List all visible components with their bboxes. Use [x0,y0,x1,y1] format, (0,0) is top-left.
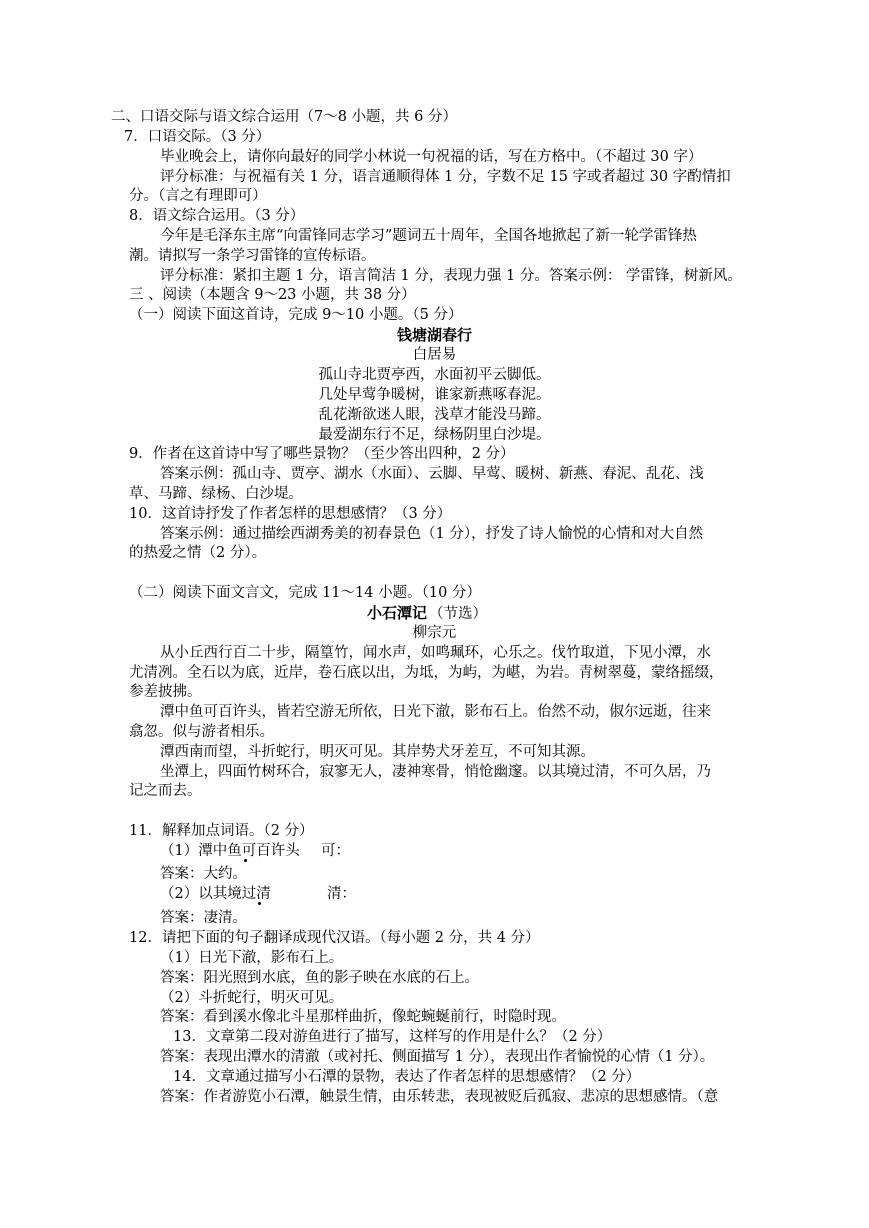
q14-heading: 14．文章通过描写小石潭的景物，表达了作者怎样的思想感情？（2 分） [173,1069,641,1085]
q8-prompt-line1: 今年是毛泽东主席“向雷锋同志学习”题词五十周年，全国各地掀起了新一轮学雷锋热 [160,228,697,244]
q8-scoring: 评分标准：紧扣主题 1 分，语言简洁 1 分，表现力强 1 分。答案示例： 学雷锋，树新风。 [160,268,742,284]
prose-author: 柳宗元 [412,625,457,641]
q11-heading: 11．解释加点词语。（2 分） [129,823,314,839]
q13-answer: 答案：表现出潭水的清澈（或衬托、侧面描写 1 分），表现出作者愉悦的心情（1 分）。 [160,1049,715,1065]
q7-prompt: 毕业晚会上，请你向最好的同学小林说一句祝福的话，写在方格中。（不超过 30 字） [160,149,703,165]
poem-author: 白居易 [412,347,457,363]
q12-answer1: 答案：阳光照到水底，鱼的影子映在水底的石上。 [160,970,479,986]
q13-heading: 13．文章第二段对游鱼进行了描写，这样写的作用是什么？（2 分） [173,1029,612,1045]
section-2-heading: 二、口语交际与语文综合运用（7～8 小题，共 6 分） [111,109,458,125]
q9-answer-line2: 草、马蹄、绿杨、白沙堤。 [129,486,303,502]
q7-scoring-line1: 评分标准：与祝福有关 1 分，语言通顺得体 1 分，字数不足 15 字或者超过 30 字酌情扣 [160,169,731,185]
prose-p2-line2: 翕忽。似与游者相乐。 [129,724,274,740]
q10-heading: 10．这首诗抒发了作者怎样的思想感情？（3 分） [129,506,452,522]
q12-item2: （2）斗折蛇行，明灭可见。 [160,990,344,1006]
q11-item2: （2）以其境过清 [160,886,271,902]
poem-line-3: 乱花渐欲迷人眼，浅草才能没马蹄。 [318,407,551,423]
q8-heading: 8．语文综合运用。（3 分） [129,208,305,224]
emphasis-dot [258,902,261,905]
q12-answer2: 答案：看到溪水像北斗星那样曲折，像蛇蜿蜒前行，时隐时现。 [160,1009,566,1025]
prose-p1-line3: 参差披拂。 [129,684,202,700]
poem-line-2: 几处早莺争暖树，谁家新燕啄春泥。 [318,387,551,403]
q12-heading: 12．请把下面的句子翻译成现代汉语。（每小题 2 分，共 4 分） [129,930,540,946]
q11-item2-label: 清： [327,886,356,902]
q14-answer: 答案：作者游览小石潭，触景生情，由乐转悲，表现被贬后孤寂、悲凉的思想感情。（意 [160,1089,719,1105]
q11-item1: （1）潭中鱼可百许头 [160,843,300,859]
prose-p4-line1: 坐潭上，四面竹树环合，寂寥无人，凄神寒骨，悄怆幽邃。以其境过清，不可久居，乃 [160,764,711,780]
q7-heading: 7．口语交际。（3 分） [124,129,271,145]
q7-scoring-line2: 分。（言之有理即可） [129,188,267,204]
prose-p4-line2: 记之而去。 [129,783,202,799]
poem-title: 钱塘湖春行 [396,326,472,344]
q11-answer1: 答案：大约。 [160,866,247,882]
prose-p3: 潭西南而望，斗折蛇行，明灭可见。其岸势犬牙差互，不可知其源。 [160,744,595,760]
q11-item1-label: 可： [321,843,350,859]
poem-line-4: 最爱湖东行不足，绿杨阴里白沙堤。 [318,427,551,443]
q11-answer2: 答案：凄清。 [160,910,247,926]
prose-p1-line2: 尤清冽。全石以为底，近岸，卷石底以出，为坻，为屿，为嵁，为岩。青树翠蔓，蒙络摇缀， [129,665,724,681]
prose-title-note: （节选） [429,606,488,622]
poem-line-1: 孤山寺北贾亭西，水面初平云脚低。 [318,367,551,383]
prose-p2-line1: 潭中鱼可百许头，皆若空游无所依，日光下澈，影布石上。佁然不动，俶尔远逝，往来 [160,704,711,720]
prose-p1-line1: 从小丘西行百二十步，隔篁竹，闻水声，如鸣珮环，心乐之。伐竹取道，下见小潭，水 [160,645,711,661]
section-3-heading: 三 、阅读（本题含 9～23 小题，共 38 分） [129,287,416,303]
prose-title [367,603,487,624]
q10-answer-line2: 的热爱之情（2 分）。 [129,545,267,561]
q9-answer-line1: 答案示例：孤山寺、贾亭、湖水（水面）、云脚、早莺、暖树、新燕、春泥、乱花、浅 [160,466,704,482]
q9-heading: 9．作者在这首诗中写了哪些景物？（至少答出四种，2 分） [129,446,515,462]
prose-title-text: 小石潭记 [367,604,428,622]
part-1-heading: （一）阅读下面这首诗，完成 9～10 小题。（5 分） [129,307,463,323]
q8-prompt-line2: 潮。请拟写一条学习雷锋的宣传标语。 [129,248,376,264]
q12-item1: （1）日光下澈，影布石上。 [160,950,344,966]
q10-answer-line1: 答案示例：通过描绘西湖秀美的初春景色（1 分），抒发了诗人愉悦的心情和对大自然 [160,526,704,542]
emphasis-dot [244,859,247,862]
part-2-heading: （二）阅读下面文言文，完成 11～14 小题。（10 分） [129,585,481,601]
